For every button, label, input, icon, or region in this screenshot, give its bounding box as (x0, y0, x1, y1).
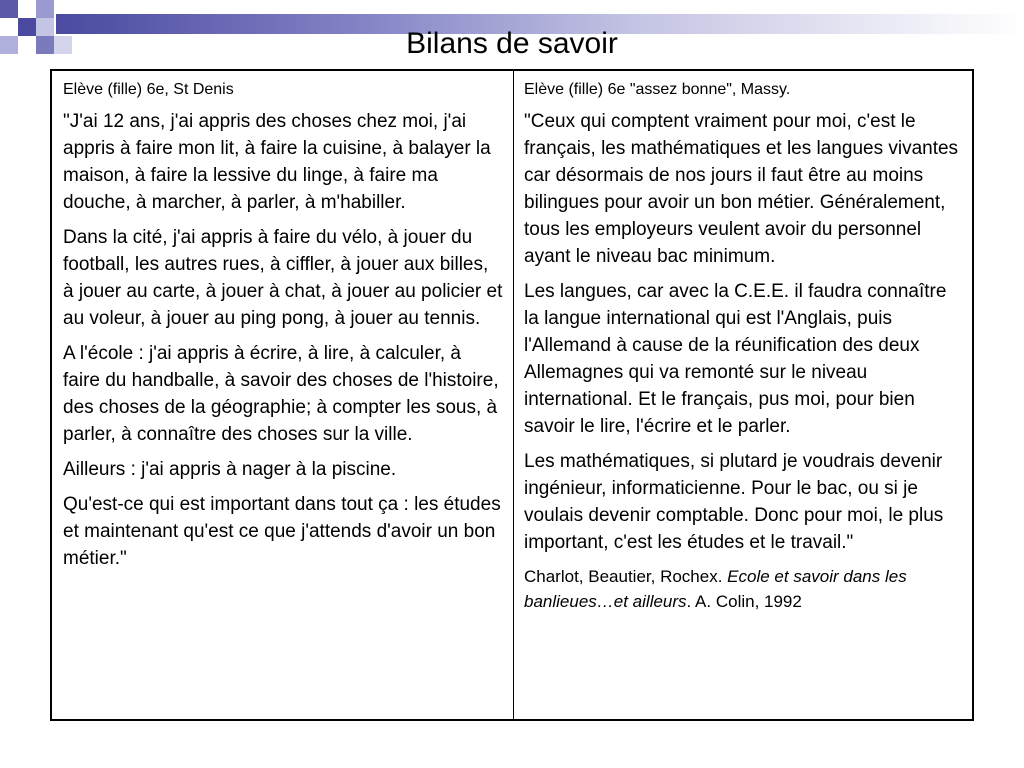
left-paragraph-1: "J'ai 12 ans, j'ai appris des choses chez moi, j'ai appris à faire mon lit, à faire la cuisine, à balayer la maison, à faire la lessive du linge, à faire ma douche, à marcher, à parler, à m'habiller. (63, 111, 491, 213)
left-paragraph-4: Ailleurs : j'ai appris à nager à la piscine. (63, 459, 397, 480)
right-paragraph-1: "Ceux qui comptent vraiment pour moi, c'est le français, les mathématiques et les langues vivantes car désormais de nos jours il faut être au moins bilingues pour avoir un bon métier. Généralement, tous les employeurs veulent avoir du personnel ayant le niveau bac minimum. (524, 111, 959, 267)
right-paragraph-3: Les mathématiques, si plutard je voudrais devenir ingénieur, informaticienne. Pour le bac, ou si je voulais devenir comptable. Donc pour moi, le plus important, c'est les études et le travail." (524, 451, 944, 553)
right-paragraph-2: Les langues, car avec la C.E.E. il faudra connaître la langue international qui est l'Anglais, puis l'Allemand à cause de la réunification des deux Allemagnes qui va remonté sur le niveau international. Et le français, pus moi, pour bien savoir le lire, l'écrire et le parler. (524, 281, 947, 437)
corner-square-2 (18, 0, 36, 18)
citation-authors: Charlot, Beautier, Rochex. (524, 567, 728, 586)
comparison-table (50, 69, 974, 721)
slide-title: Bilans de savoir (406, 27, 618, 60)
left-column (52, 71, 514, 719)
citation-publisher: . A. Colin, 1992 (686, 592, 802, 611)
corner-square-1 (0, 0, 18, 18)
left-column-header: Elève (fille) 6e, St Denis (63, 81, 234, 98)
citation-work: Ecole et savoir dans les banlieues…et ailleurs (524, 567, 907, 611)
left-paragraph-3: A l'école : j'ai appris à écrire, à lire, à calculer, à faire du handballe, à savoir des choses de l'histoire, des choses de la géographie; à compter les sous, à parler, à connaître des choses sur la ville. (63, 343, 499, 445)
corner-square-3 (36, 0, 54, 18)
citation (524, 564, 962, 614)
right-column (514, 71, 972, 719)
left-paragraph-5: Qu'est-ce qui est important dans tout ça : les études et maintenant qu'est ce que j'attends d'avoir un bon métier." (63, 494, 501, 569)
left-paragraph-2: Dans la cité, j'ai appris à faire du vélo, à jouer du football, les autres rues, à ciffler, à jouer aux billes, à jouer au carte, à jouer à chat, à jouer au policier et au voleur, à jouer au ping pong, à jouer au tennis. (63, 227, 503, 329)
right-column-header: Elève (fille) 6e "assez bonne", Massy. (524, 81, 791, 98)
